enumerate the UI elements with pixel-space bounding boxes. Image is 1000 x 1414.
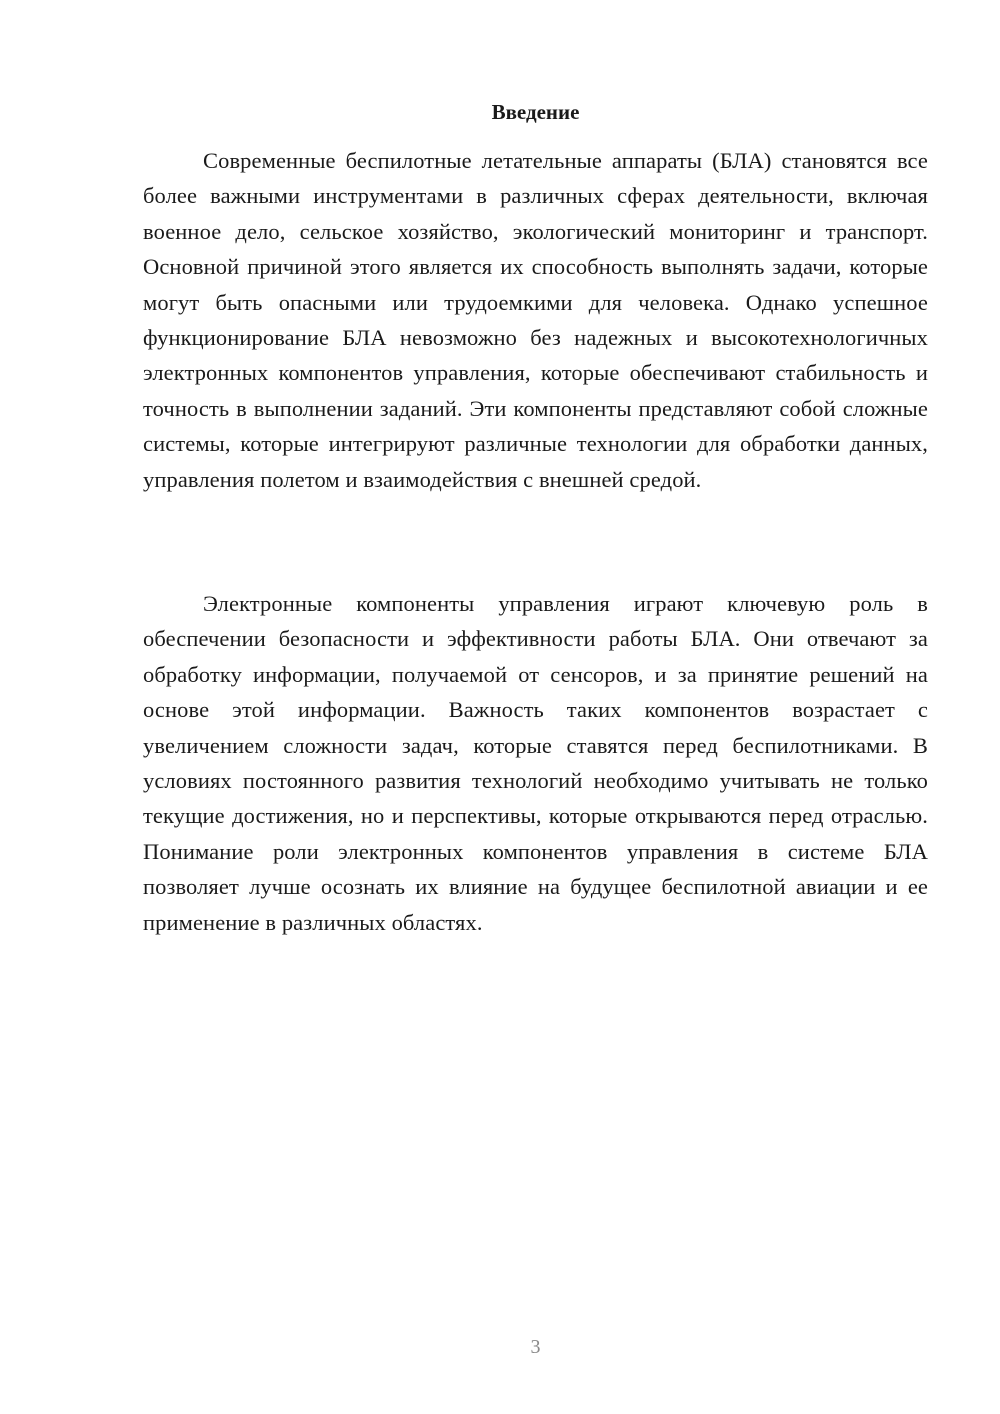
body-paragraph-2: Электронные компоненты управления играют ключевую роль в обеспечении безопасности и эффективности работы БЛА. Они отвечают за обработку информации, получаемой от сенсоров, и за принятие решений на основе этой информации. Важность таких компонентов возрастает с увеличением сложности задач, которые ставятся перед беспилотниками. В условиях постоянного развития технологий необходимо учитывать не только текущие достижения, но и перспективы, которые открываются перед отраслью. Понимание роли электронных компонентов управления в системе БЛА позволяет лучше осознать их влияние на будущее беспилотной авиации и ее применение в различных областях. <box>143 591 928 935</box>
page-number: 3 <box>530 1336 541 1358</box>
body-paragraph-1: Современные беспилотные летательные аппараты (БЛА) становятся все более важными инструментами в различных сферах деятельности, включая военное дело, сельское хозяйство, экологический мониторинг и транспорт. Основной причиной этого является их способность выполнять задачи, которые могут быть опасными или трудоемкими для человека. Однако успешное функционирование БЛА невозможно без надежных и высокотехнологичных электронных компонентов управления, которые обеспечивают стабильность и точность в выполнении заданий. Эти компоненты представляют собой сложные системы, которые интегрируют различные технологии для обработки данных, управления полетом и взаимодействия с внешней средой. <box>143 148 928 492</box>
section-heading: Введение <box>491 100 580 124</box>
